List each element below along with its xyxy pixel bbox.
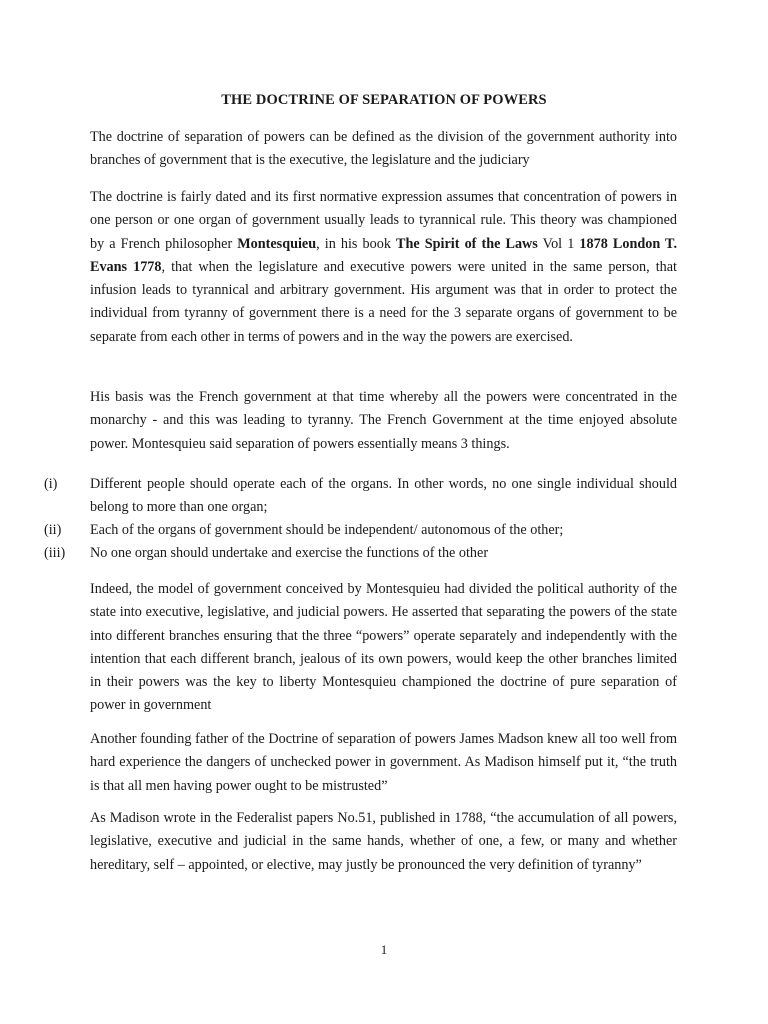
paragraph-montesquieu [90, 186, 677, 349]
list-item [44, 473, 677, 519]
bold-book-title: The Spirit of the Laws [396, 235, 538, 252]
list-number: (iii) [44, 545, 66, 561]
paragraph-french-government: His basis was the French government at that time whereby all the powers were concentrated in the monarchy - and this was leading to tyranny. The French Government at the time enjoyed absolute power. Montesquieu said separation of powers essentially means 3 things. [90, 389, 677, 452]
list-number: (ii) [44, 522, 62, 538]
paragraph-madison: Another founding father of the Doctrine of separation of powers James Madson knew all too well from hard experience the dangers of unchecked power in government. As Madison himself put it, “the truth is that all men having power ought to be mistrusted” [90, 731, 677, 794]
text-run: Vol 1 [537, 235, 580, 252]
list-text: No one organ should undertake and exercise the functions of the other [90, 545, 489, 561]
document-title: THE DOCTRINE OF SEPARATION OF POWERS [221, 92, 547, 108]
text-run: , that when the legislature and executive powers were united in the same person, that infusion leads to tyrannical and arbitrary government. His argument was that in order to protect the individual from tyranny of government there is a need for the 3 separate organs of government to be separate from each other in terms of powers and in the way the powers are exercised. [90, 258, 678, 345]
text-run: , in his book [316, 235, 397, 252]
bold-author: Montesquieu [237, 235, 317, 252]
list-item [44, 519, 677, 542]
list-item [44, 542, 677, 565]
list-number: (i) [44, 476, 58, 492]
bold-citation: 1878 London T. Evans 1778 [90, 235, 678, 275]
list-text: Each of the organs of government should be independent/ autonomous of the other; [90, 522, 564, 538]
text-run: The doctrine is fairly dated and its first normative expression assumes that concentration of powers in one person or one organ of government usually leads to tyrannical rule. This theory was championed by a French philosopher [90, 189, 677, 252]
paragraph-definition: The doctrine of separation of powers can be defined as the division of the government authority into branches of government that is the executive, the legislature and the judiciary [90, 129, 677, 169]
paragraph-model-of-government: Indeed, the model of government conceived by Montesquieu had divided the political authority of the state into executive, legislative, and judicial powers. He asserted that separating the powers of the state into different branches ensuring that the three “powers” operate separately and independently with the intention that each different branch, jealous of its own powers, would keep the other branches limited in their powers was the key to liberty Montesquieu championed the doctrine of pure separation of power in government [90, 581, 677, 714]
list-text: Different people should operate each of the organs. In other words, no one single individual should belong to more than one organ; [90, 476, 677, 515]
paragraph-federalist-papers: As Madison wrote in the Federalist papers No.51, published in 1788, “the accumulation of all powers, legislative, executive and judicial in the same hands, whether of one, a few, or many and whether hereditary, self – appointed, or elective, may justly be pronounced the very definition of tyranny” [90, 810, 677, 873]
page-number: 1 [380, 942, 388, 957]
